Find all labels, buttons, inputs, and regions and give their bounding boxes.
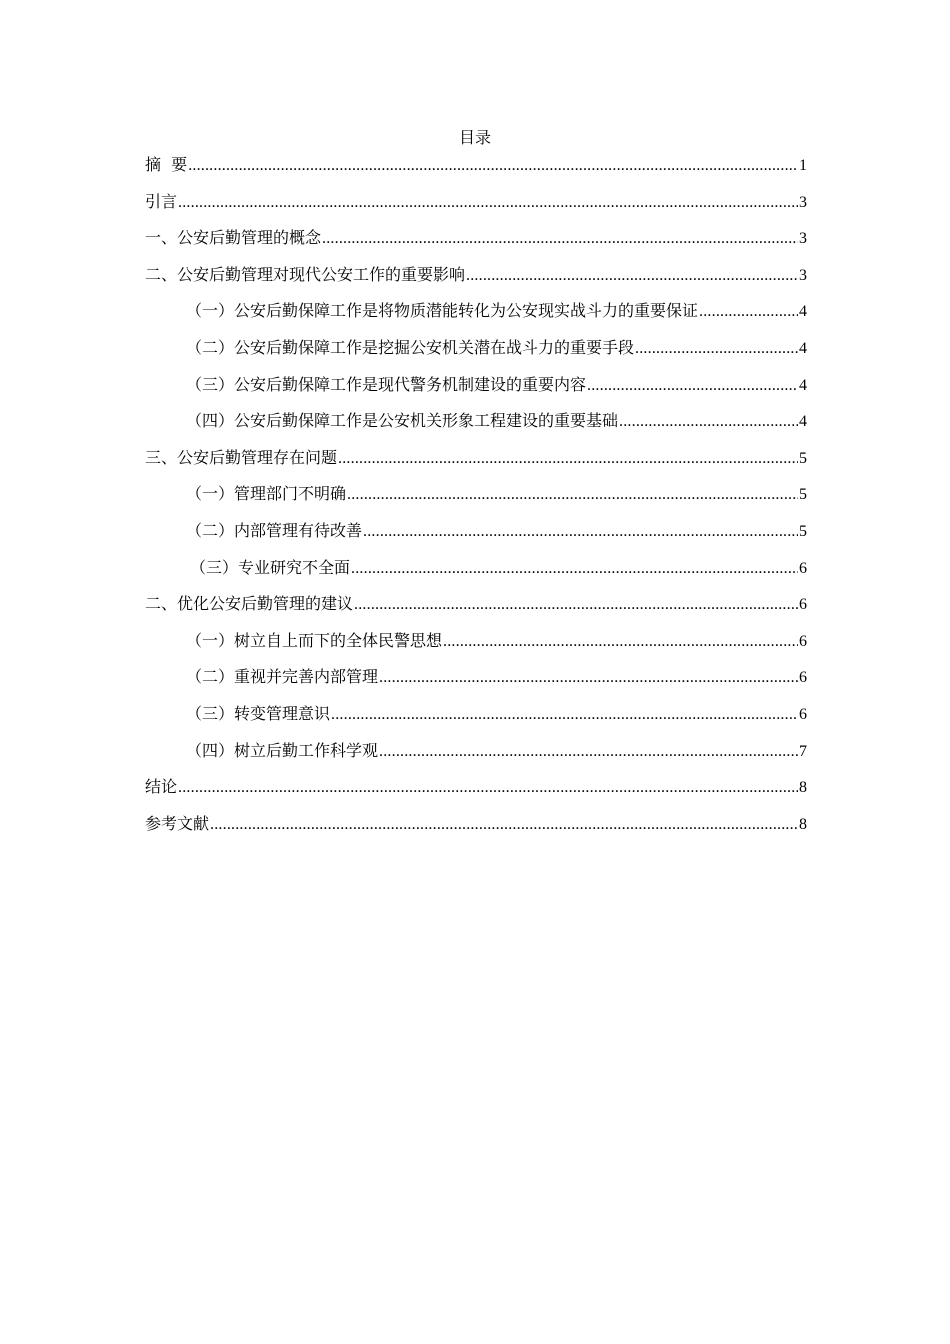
- toc-entry-conclusion[interactable]: [145, 772, 807, 809]
- toc-page-number: 4: [799, 303, 807, 321]
- toc-entry-label: （三）专业研究不全面: [190, 557, 351, 577]
- toc-page-number: 3: [799, 193, 807, 211]
- toc-page-number: 6: [799, 669, 807, 687]
- toc-entry-introduction[interactable]: [145, 187, 807, 224]
- toc-entry-section-2-2[interactable]: [145, 333, 807, 370]
- toc-entry-section-4-4[interactable]: [145, 736, 807, 773]
- toc-entry-section-3-1[interactable]: [145, 479, 807, 516]
- toc-entry-label: （二）内部管理有待改善: [186, 520, 363, 540]
- toc-entry-section-2-1[interactable]: [145, 296, 807, 333]
- toc-entry-section-4-2[interactable]: [145, 662, 807, 699]
- toc-entry-label: 二、公安后勤管理对现代公安工作的重要影响: [145, 264, 466, 284]
- toc-title: 目录: [458, 128, 491, 147]
- toc-entry-label: 结论: [145, 777, 178, 797]
- toc-page-number: 6: [799, 705, 807, 723]
- toc-page-number: 4: [799, 339, 807, 357]
- toc-page-number: 4: [799, 376, 807, 394]
- toc-entry-section-3[interactable]: [145, 443, 807, 480]
- toc-dot-leader: [379, 662, 798, 693]
- toc-entry-label: （一）树立自上而下的全体民警思想: [186, 630, 443, 650]
- toc-dot-leader: [178, 772, 798, 803]
- toc-page-number: 8: [799, 815, 807, 833]
- toc-entry-label: 一、公安后勤管理的概念: [145, 228, 322, 248]
- toc-entry-section-1[interactable]: [145, 223, 807, 260]
- toc-dot-leader: [210, 809, 798, 840]
- toc-entry-label: （三）转变管理意识: [186, 703, 331, 723]
- toc-dot-leader: [363, 516, 798, 547]
- toc-page-number: 1: [799, 157, 807, 174]
- toc-entry-section-4-1[interactable]: [145, 626, 807, 663]
- toc-entry-label: （二）公安后勤保障工作是挖掘公安机关潜在战斗力的重要手段: [186, 337, 635, 357]
- toc-dot-leader: [178, 187, 798, 218]
- toc-page-number: 4: [799, 413, 807, 431]
- toc-dot-leader: [351, 553, 798, 584]
- toc-entry-section-2[interactable]: [145, 260, 807, 297]
- toc-entry-section-3-3[interactable]: [145, 553, 807, 590]
- toc-entry-label: 参考文献: [145, 813, 210, 833]
- toc-page-number: 5: [799, 522, 807, 540]
- toc-entry-label: 摘 要: [145, 155, 188, 174]
- toc-entry-label: 三、公安后勤管理存在问题: [145, 447, 338, 467]
- toc-page-number: 7: [799, 742, 807, 760]
- toc-dot-leader: [466, 260, 798, 291]
- toc-entry-section-2-4[interactable]: [145, 406, 807, 443]
- toc-dot-leader: [347, 479, 798, 510]
- toc-page-number: 5: [799, 486, 807, 504]
- toc-dot-leader: [338, 443, 798, 474]
- toc-dot-leader: [379, 736, 798, 767]
- toc-entry-label: （三）公安后勤保障工作是现代警务机制建设的重要内容: [186, 374, 587, 394]
- toc-entry-label: （一）管理部门不明确: [186, 484, 347, 504]
- toc-page-number: 8: [799, 779, 807, 797]
- toc-page-number: 6: [799, 632, 807, 650]
- toc-entry-references[interactable]: [145, 809, 807, 846]
- toc-dot-leader: [699, 296, 798, 327]
- toc-dot-leader: [635, 333, 798, 364]
- toc-dot-leader: [322, 223, 798, 254]
- toc-dot-leader: [331, 699, 798, 730]
- toc-entry-label: 二、优化公安后勤管理的建议: [145, 594, 354, 614]
- toc-page-number: 6: [799, 559, 807, 577]
- toc-dot-leader: [354, 589, 798, 620]
- toc-entry-label: （四）树立后勤工作科学观: [186, 740, 379, 760]
- toc-entry-section-4[interactable]: [145, 589, 807, 626]
- toc-page-number: 6: [799, 596, 807, 614]
- toc-dot-leader: [188, 150, 798, 181]
- toc-dot-leader: [619, 406, 798, 437]
- table-of-contents: [145, 150, 807, 845]
- toc-entry-label: （四）公安后勤保障工作是公安机关形象工程建设的重要基础: [186, 411, 619, 431]
- toc-entry-label: （一）公安后勤保障工作是将物质潜能转化为公安现实战斗力的重要保证: [186, 301, 699, 321]
- toc-entry-label: 引言: [145, 191, 178, 211]
- toc-page-number: 3: [799, 230, 807, 248]
- toc-entry-section-2-3[interactable]: [145, 370, 807, 407]
- toc-page-number: 3: [799, 266, 807, 284]
- toc-dot-leader: [443, 626, 798, 657]
- toc-page-number: 5: [799, 449, 807, 467]
- toc-entry-abstract[interactable]: [145, 150, 807, 187]
- toc-entry-section-3-2[interactable]: [145, 516, 807, 553]
- toc-entry-label: （二）重视并完善内部管理: [186, 667, 379, 687]
- toc-entry-section-4-3[interactable]: [145, 699, 807, 736]
- toc-dot-leader: [587, 370, 798, 401]
